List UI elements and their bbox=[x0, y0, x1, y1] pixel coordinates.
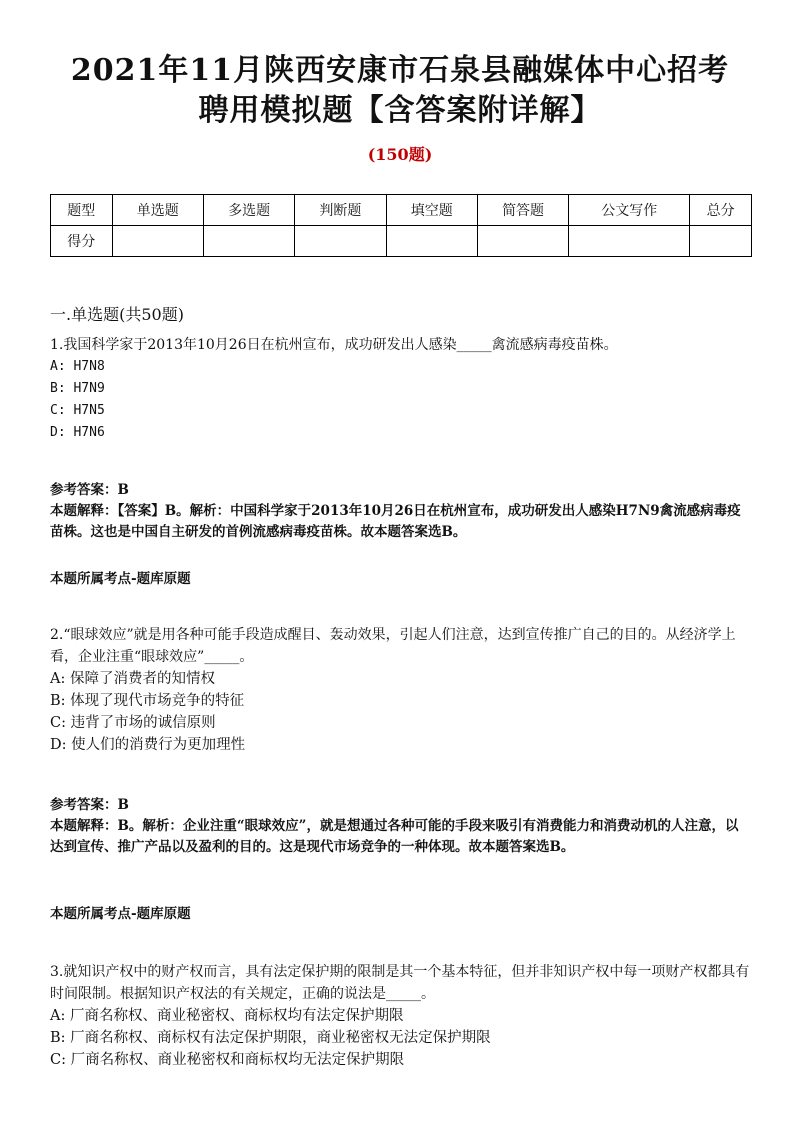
option-b: B: H7N9 bbox=[50, 381, 105, 396]
answer-label: 参考答案：B bbox=[50, 482, 129, 498]
score-cell bbox=[112, 226, 203, 257]
explanation bbox=[50, 816, 750, 858]
explanation-prefix: 本题解释： bbox=[50, 818, 118, 834]
option-c: C: H7N5 bbox=[50, 403, 105, 418]
header-cell: 题型 bbox=[51, 195, 113, 226]
document-title-line-1: 2021年11月陕西安康市石泉县融媒体中心招考 bbox=[70, 53, 730, 88]
answer-block-1 bbox=[50, 480, 750, 543]
question-stem: 2.“眼球效应”就是用各种可能手段造成醒目、轰动效果，引起人们注意，达到宣传推广自己的目的。从经济学上看，企业注重“眼球效应”_____。 bbox=[50, 627, 736, 665]
score-cell bbox=[203, 226, 294, 257]
option-c: C: 厂商名称权、商业秘密权和商标权均无法定保护期限 bbox=[50, 1052, 405, 1068]
header-cell: 多选题 bbox=[203, 195, 294, 226]
option-a: A: 保障了消费者的知情权 bbox=[50, 671, 215, 687]
question-stem: 1.我国科学家于2013年10月26日在杭州宣布，成功研发出人感染_____禽流感病毒疫苗株。 bbox=[50, 337, 618, 353]
header-cell: 公文写作 bbox=[569, 195, 690, 226]
option-b: B: 体现了现代市场竞争的特征 bbox=[50, 693, 245, 709]
question-2 bbox=[50, 624, 750, 756]
option-d: D: H7N6 bbox=[50, 425, 105, 440]
question-1 bbox=[50, 334, 750, 444]
option-a: A: 厂商名称权、商业秘密权、商标权均有法定保护期限 bbox=[50, 1008, 404, 1024]
score-table-row bbox=[51, 226, 752, 257]
header-cell: 填空题 bbox=[386, 195, 477, 226]
answer-block-2 bbox=[50, 795, 750, 858]
option-b: B: 厂商名称权、商标权有法定保护期限，商业秘密权无法定保护期限 bbox=[50, 1030, 491, 1046]
score-table bbox=[50, 194, 752, 257]
score-cell bbox=[295, 226, 386, 257]
score-table-header-row bbox=[51, 195, 752, 226]
header-cell: 判断题 bbox=[295, 195, 386, 226]
explanation-text: 【答案】B。解析：中国科学家于2013年10月26日在杭州宣布，成功研发出人感染H7N9禽流感病毒疫苗株。这也是中国自主研发的首例流感病毒疫苗株。故本题答案选B。 bbox=[50, 503, 741, 540]
header-cell: 简答题 bbox=[477, 195, 568, 226]
header-cell: 总分 bbox=[690, 195, 752, 226]
answer-label: 参考答案：B bbox=[50, 797, 129, 813]
question-3 bbox=[50, 961, 750, 1071]
document-title-line-2: 聘用模拟题【含答案附详解】 bbox=[198, 93, 602, 128]
score-cell bbox=[386, 226, 477, 257]
option-a: A: H7N8 bbox=[50, 359, 105, 374]
row-label: 得分 bbox=[51, 226, 113, 257]
topic-2: 本题所属考点-题库原题 bbox=[50, 906, 191, 922]
question-stem: 3.就知识产权中的财产权而言，具有法定保护期的限制是其一个基本特征，但并非知识产权中每一项财产权都具有时间限制。根据知识产权法的有关规定，正确的说法是_____。 bbox=[50, 964, 750, 1002]
section-title: 一.单选题(共50题) bbox=[50, 305, 184, 324]
option-c: C: 违背了市场的诚信原则 bbox=[50, 715, 216, 731]
header-cell: 单选题 bbox=[112, 195, 203, 226]
question-count: (150题) bbox=[367, 145, 433, 164]
score-cell bbox=[477, 226, 568, 257]
topic-1: 本题所属考点-题库原题 bbox=[50, 571, 191, 587]
option-d: D: 使人们的消费行为更加理性 bbox=[50, 737, 246, 753]
explanation bbox=[50, 501, 750, 543]
explanation-text: B。解析：企业注重“眼球效应”，就是想通过各种可能的手段来吸引有消费能力和消费动机的人注意，以达到宣传、推广产品以及盈利的目的。这是现代市场竞争的一种体现。故本题答案选B。 bbox=[50, 818, 739, 855]
score-cell bbox=[569, 226, 690, 257]
explanation-prefix: 本题解释： bbox=[50, 503, 118, 519]
score-cell bbox=[690, 226, 752, 257]
